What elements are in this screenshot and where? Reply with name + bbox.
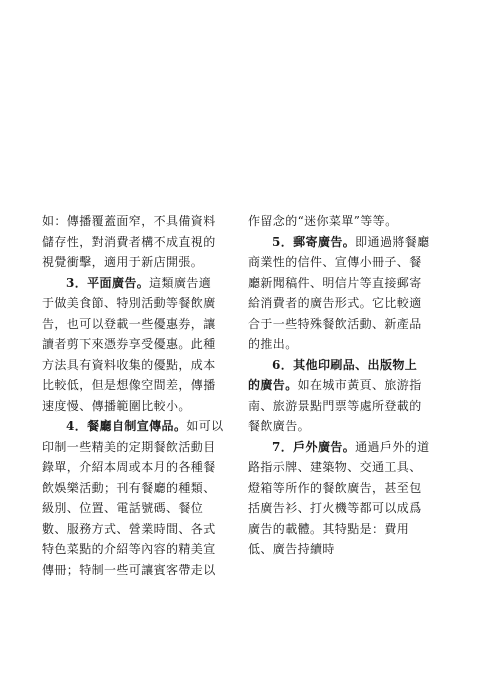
line-text: 合于一些特殊餐飲活動、新產品 bbox=[248, 316, 422, 331]
text-line bbox=[248, 314, 438, 335]
line-text: 即通過將餐廳 bbox=[355, 234, 430, 249]
text-line bbox=[42, 498, 228, 519]
text-line bbox=[248, 519, 438, 540]
text-line bbox=[42, 560, 228, 581]
text-line bbox=[248, 232, 438, 253]
section-heading: 7．戶外廣告。 bbox=[272, 439, 356, 454]
line-text: 作留念的“迷你菜單”等等。 bbox=[248, 214, 398, 228]
line-text: 告，也可以登載一些優惠券，讓 bbox=[42, 316, 216, 331]
line-text: 特色菜點的介紹等內容的精美宣 bbox=[42, 542, 216, 556]
text-line bbox=[42, 539, 228, 560]
text-line bbox=[248, 252, 438, 273]
text-line bbox=[248, 478, 438, 499]
line-text: 飲娛樂活動；刊有餐廳的種類、 bbox=[42, 480, 216, 495]
section-heading: 4．餐廳自制宣傳品。 bbox=[66, 419, 187, 433]
section-heading: 6．其他印刷品、出版物上 bbox=[272, 357, 418, 372]
text-line bbox=[42, 416, 228, 437]
line-text: 速度慢、傳播範圍比較小。 bbox=[42, 398, 191, 413]
line-text: 燈箱等所作的餐飲廣告，甚至包 bbox=[248, 480, 422, 495]
section-heading: 的廣告。 bbox=[248, 378, 298, 392]
text-line bbox=[42, 232, 228, 253]
text-line bbox=[42, 478, 228, 499]
line-text: 級別、位置、電話號碼、餐位 bbox=[42, 501, 204, 515]
text-line bbox=[248, 334, 438, 355]
line-text: 路指示牌、建築物、交通工具、 bbox=[248, 460, 422, 474]
line-text: 南、旅游景點門票等處所登載的 bbox=[248, 398, 422, 413]
text-line bbox=[42, 355, 228, 376]
line-text: 廣告的載體。其特點是：費用 bbox=[248, 521, 410, 536]
text-line bbox=[42, 396, 228, 417]
line-text: 方法具有資料收集的優點，成本 bbox=[42, 357, 216, 372]
text-line bbox=[248, 293, 438, 314]
text-line bbox=[42, 293, 228, 314]
line-text: 商業性的信件、宣傳小冊子、餐 bbox=[248, 255, 422, 269]
left-column bbox=[42, 211, 228, 580]
text-line bbox=[42, 314, 228, 335]
text-line bbox=[248, 539, 438, 560]
text-line bbox=[42, 252, 228, 273]
line-text: 給消費者的廣告形式。它比較適 bbox=[248, 296, 422, 310]
text-line bbox=[248, 457, 438, 478]
line-text: 讀者剪下來憑券享受優惠。此種 bbox=[42, 337, 216, 351]
text-line bbox=[248, 437, 438, 458]
line-text: 錄單，介紹本周或本月的各種餐 bbox=[42, 460, 216, 474]
right-column bbox=[248, 211, 438, 560]
text-line bbox=[248, 375, 438, 396]
text-line bbox=[42, 334, 228, 355]
line-text: 這類廣告適 bbox=[149, 275, 212, 290]
line-text: 低、廣告持續時 bbox=[248, 542, 335, 556]
line-text: 視覺衝擊，適用于新店開張。 bbox=[42, 255, 204, 269]
text-line bbox=[248, 211, 438, 232]
line-text: 儲存性，對消費者構不成直視的 bbox=[42, 234, 216, 249]
line-text: 傳冊；特制一些可讓賓客帶走以 bbox=[42, 562, 216, 577]
text-line bbox=[248, 273, 438, 294]
text-line bbox=[248, 416, 438, 437]
line-text: 如可以 bbox=[186, 419, 224, 433]
text-line bbox=[42, 437, 228, 458]
line-text: 于做美食節、特別活動等餐飲廣 bbox=[42, 296, 216, 310]
line-text: 印制一些精美的定期餐飲活動目 bbox=[42, 439, 216, 454]
line-text: 如在城市黃頁、旅游指 bbox=[297, 378, 422, 392]
text-line bbox=[42, 375, 228, 396]
text-line bbox=[42, 273, 228, 294]
text-line bbox=[248, 498, 438, 519]
line-text: 的推出。 bbox=[248, 337, 298, 351]
text-line bbox=[42, 457, 228, 478]
line-text: 如：傳播覆蓋面窄，不具備資料 bbox=[42, 214, 216, 228]
line-text: 通過戶外的道 bbox=[355, 439, 430, 454]
line-text: 餐飲廣告。 bbox=[248, 419, 311, 433]
line-text: 數、服務方式、營業時間、各式 bbox=[42, 521, 216, 536]
line-text: 廳新聞稿件、明信片等直接郵寄 bbox=[248, 275, 422, 290]
text-line bbox=[248, 355, 438, 376]
line-text: 括廣告衫、打火機等都可以成爲 bbox=[248, 501, 422, 515]
line-text: 比較低，但是想像空間差，傳播 bbox=[42, 378, 216, 392]
text-line bbox=[42, 211, 228, 232]
section-heading: 5．郵寄廣告。 bbox=[272, 234, 356, 249]
section-heading: 3．平面廣告。 bbox=[66, 275, 150, 290]
text-line bbox=[248, 396, 438, 417]
text-line bbox=[42, 519, 228, 540]
